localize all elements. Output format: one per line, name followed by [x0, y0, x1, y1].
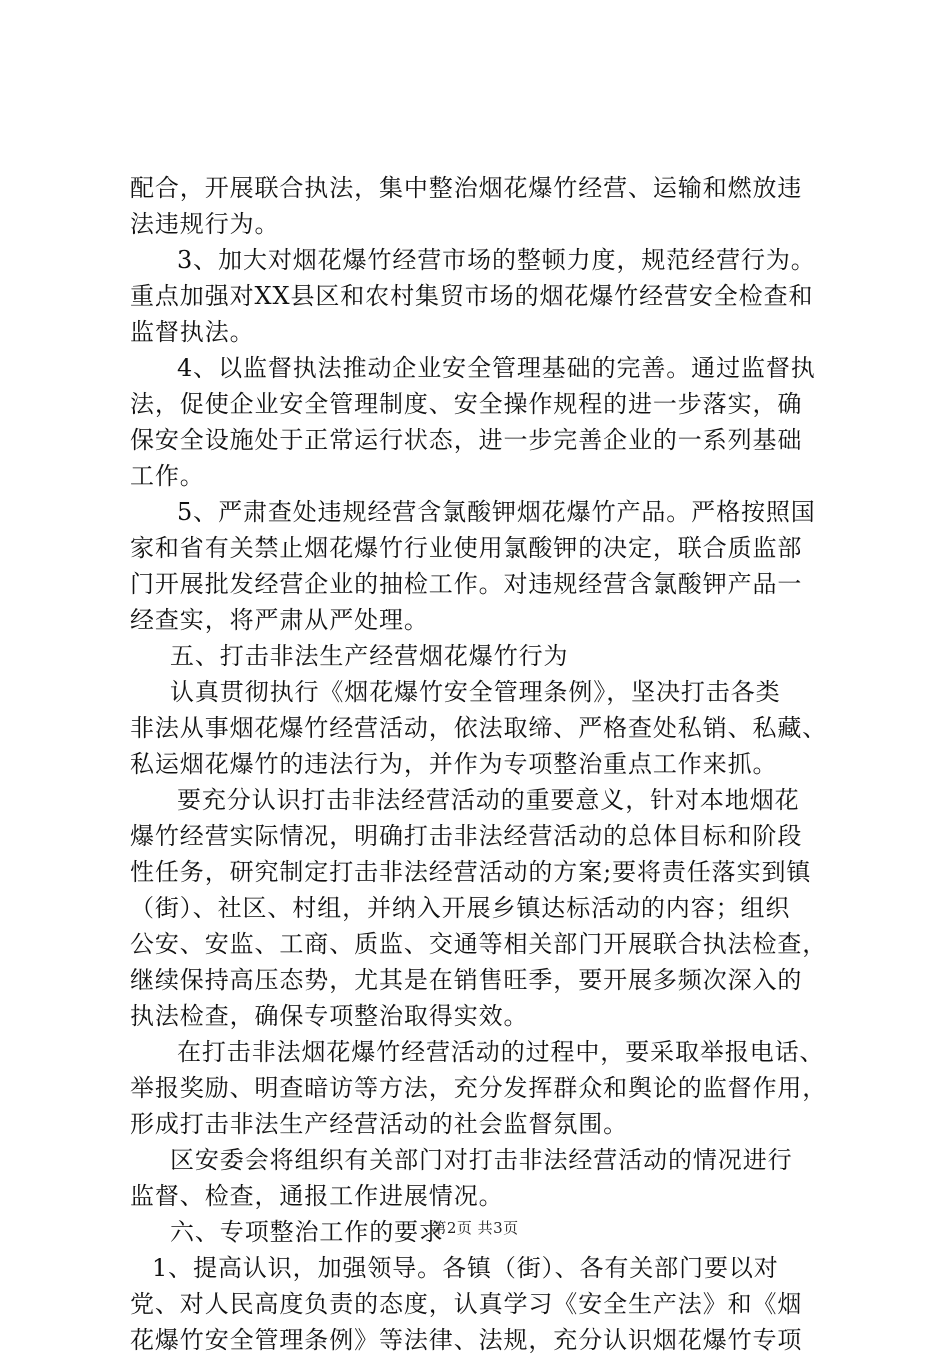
text-line: 工作。 — [130, 462, 205, 490]
text-line: 监督执法。 — [130, 318, 255, 346]
text-line: 爆竹经营实际情况，明确打击非法经营活动的总体目标和阶段 — [130, 822, 803, 850]
text-line: 非法从事烟花爆竹经营活动，依法取缔、严格查处私销、私藏、 — [130, 714, 828, 742]
text-line: 监督、检查，通报工作进展情况。 — [130, 1182, 504, 1210]
text-line: 重点加强对XX县区和农村集贸市场的烟花爆竹经营安全检查和 — [130, 282, 814, 310]
text-line: 配合，开展联合执法，集中整治烟花爆竹经营、运输和燃放违 — [130, 174, 803, 202]
text-line: （街）、社区、村组，并纳入开展乡镇达标活动的内容；组织 — [130, 894, 791, 922]
text-line: 性任务，研究制定打击非法经营活动的方案;要将责任落实到镇 — [130, 858, 812, 886]
text-line: 3、加大对烟花爆竹经营市场的整顿力度，规范经营行为。 — [177, 246, 816, 274]
text-line: 认真贯彻执行《烟花爆竹安全管理条例》，坚决打击各类 — [170, 678, 781, 706]
text-line: 家和省有关禁止烟花爆竹行业使用氯酸钾的决定，联合质监部 — [130, 534, 803, 562]
document-body — [130, 170, 830, 1358]
text-line: 5、严肃查处违规经营含氯酸钾烟花爆竹产品。严格按照国 — [177, 498, 816, 526]
text-line: 门开展批发经营企业的抽检工作。对违规经营含氯酸钾产品一 — [130, 570, 803, 598]
text-line: 花爆竹安全管理条例》等法律、法规，充分认识烟花爆竹专项 — [130, 1326, 803, 1354]
page-footer: 第2页 共3页 — [431, 1219, 519, 1237]
text-line: 保安全设施处于正常运行状态，进一步完善企业的一系列基础 — [130, 426, 803, 454]
text-line: 区安委会将组织有关部门对打击非法经营活动的情况进行 — [170, 1146, 793, 1174]
text-line: 经查实，将严肃从严处理。 — [130, 606, 429, 634]
text-line: 4、以监督执法推动企业安全管理基础的完善。通过监督执 — [177, 354, 816, 382]
text-line: 五、打击非法生产经营烟花爆竹行为 — [170, 642, 569, 670]
text-line: 在打击非法烟花爆竹经营活动的过程中，要采取举报电话、 — [177, 1038, 825, 1066]
text-line: 执法检查，确保专项整治取得实效。 — [130, 1002, 529, 1030]
text-line: 形成打击非法生产经营活动的社会监督氛围。 — [130, 1110, 628, 1138]
text-line: 私运烟花爆竹的违法行为，并作为专项整治重点工作来抓。 — [130, 750, 778, 778]
text-line: 举报奖励、明查暗访等方法，充分发挥群众和舆论的监督作用， — [130, 1074, 828, 1102]
text-line: 法违规行为。 — [130, 210, 280, 238]
text-line: 要充分认识打击非法经营活动的重要意义，针对本地烟花 — [177, 786, 800, 814]
text-line: 六、专项整治工作的要求 — [170, 1218, 444, 1246]
text-line: 公安、安监、工商、质监、交通等相关部门开展联合执法检查， — [130, 930, 828, 958]
text-line: 法，促使企业安全管理制度、安全操作规程的进一步落实，确 — [130, 390, 803, 418]
text-line: 党、对人民高度负责的态度，认真学习《安全生产法》和《烟 — [130, 1290, 803, 1318]
text-line: 1、提高认识，加强领导。各镇（街）、各有关部门要以对 — [152, 1254, 779, 1282]
text-line: 继续保持高压态势，尤其是在销售旺季，要开展多频次深入的 — [130, 966, 803, 994]
